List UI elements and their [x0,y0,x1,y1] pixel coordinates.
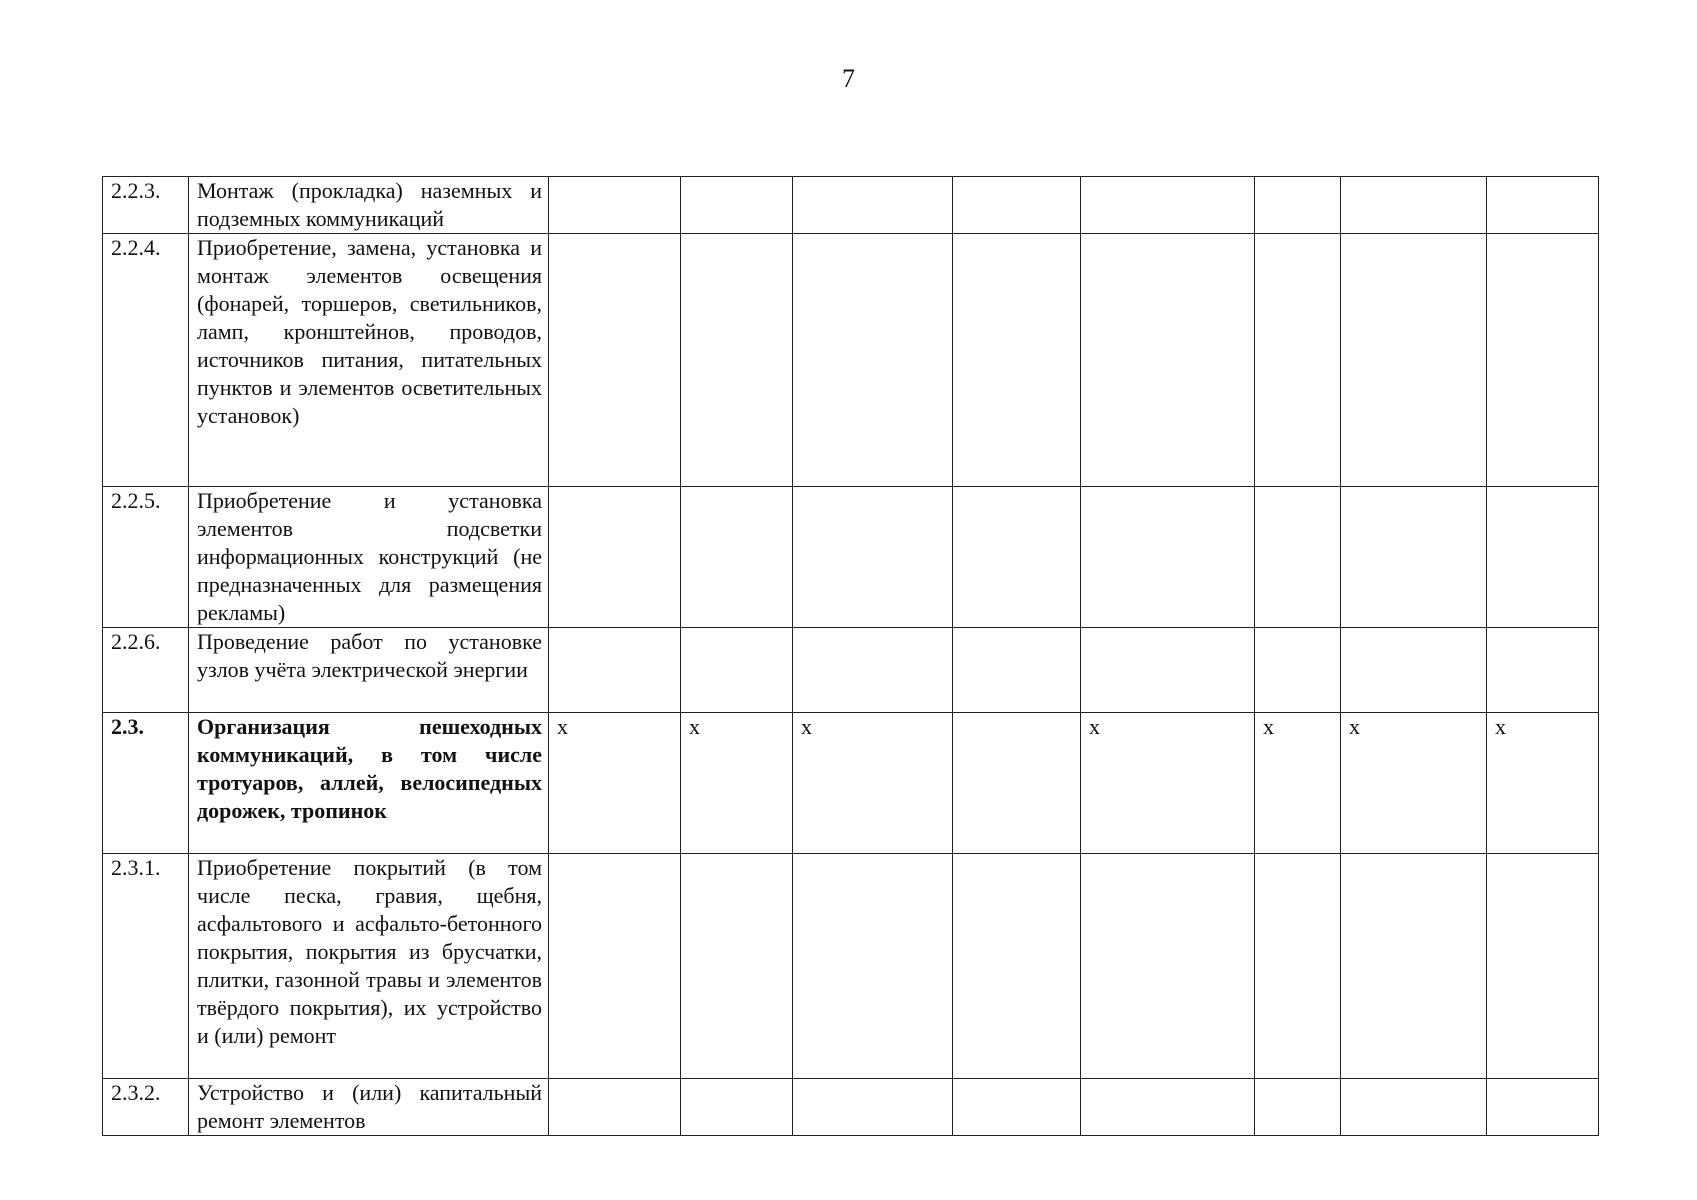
table-cell [549,1079,681,1136]
table-cell [1255,628,1341,713]
table-cell [549,628,681,713]
table-cell [793,628,953,713]
table-cell [793,854,953,1079]
table-cell [953,854,1081,1079]
table-cell [793,1079,953,1136]
row-number: 2.2.3. [103,177,189,234]
row-number: 2.2.4. [103,234,189,487]
table-row [103,487,1599,628]
table-cell-mark: x [1081,713,1255,854]
table-cell [681,854,793,1079]
table-body [103,177,1599,1136]
table-cell [549,234,681,487]
table-cell [681,628,793,713]
table-cell [681,1079,793,1136]
table-cell [953,177,1081,234]
table-row-section [103,713,1599,854]
table-cell [953,628,1081,713]
table-cell [681,487,793,628]
document-table [102,176,1599,1136]
row-number: 2.2.6. [103,628,189,713]
table-cell [1341,487,1487,628]
table-cell [953,487,1081,628]
table-cell [549,854,681,1079]
row-description: Приобретение покрытий (в том числе песка, гравия, щебня, асфальтового и асфальто-бетонного покрытия, покрытия из брусчатки, плитки, газонной травы и элементов твёрдого покрытия), их устройство и (или) ремонт [189,854,549,1079]
table-cell [1341,234,1487,487]
table-cell [1487,487,1599,628]
table-cell [1255,487,1341,628]
table-row [103,234,1599,487]
table-row [103,628,1599,713]
table-row [103,854,1599,1079]
table-cell [1487,854,1599,1079]
table-cell [681,234,793,487]
table-cell-mark: x [1341,713,1487,854]
table-cell [1081,854,1255,1079]
row-description: Устройство и (или) капитальный ремонт элементов [189,1079,549,1136]
table-row [103,1079,1599,1136]
table-cell-mark: x [1487,713,1599,854]
table-cell [1255,234,1341,487]
table-cell [793,487,953,628]
table-cell [1487,628,1599,713]
table-cell [1081,487,1255,628]
table-cell [1081,234,1255,487]
table-cell [1487,177,1599,234]
table-cell [1341,177,1487,234]
table-cell [1341,1079,1487,1136]
table-cell [1081,1079,1255,1136]
table-cell-mark: x [1255,713,1341,854]
table-cell [793,234,953,487]
table-cell [793,177,953,234]
page-number: 7 [842,64,855,93]
row-number: 2.3.2. [103,1079,189,1136]
table-cell-mark: x [793,713,953,854]
table-row [103,177,1599,234]
table-cell [1081,177,1255,234]
row-description: Проведение работ по установке узлов учёта электрической энергии [189,628,549,713]
table-cell-mark: x [549,713,681,854]
table-cell [1341,628,1487,713]
table-cell [1255,854,1341,1079]
table-cell [1255,177,1341,234]
row-number: 2.3. [103,713,189,854]
table-cell [549,487,681,628]
row-description: Приобретение и установка элементов подсветки информационных конструкций (не предназначенных для размещения рекламы) [189,487,549,628]
row-description: Монтаж (прокладка) наземных и подземных коммуникаций [189,177,549,234]
table-cell [681,177,793,234]
table-cell-mark: x [681,713,793,854]
table-cell [1487,234,1599,487]
row-description: Приобретение, замена, установка и монтаж элементов освещения (фонарей, торшеров, светильников, ламп, кронштейнов, проводов, источников питания, питательных пунктов и элементов осветительных установок) [189,234,549,487]
table-cell [953,234,1081,487]
row-number: 2.2.5. [103,487,189,628]
table-cell [1081,628,1255,713]
table-cell [1487,1079,1599,1136]
row-number: 2.3.1. [103,854,189,1079]
table-cell [953,1079,1081,1136]
table-cell [549,177,681,234]
row-description: Организация пешеходных коммуникаций, в том числе тротуаров, аллей, велосипедных дорожек, тропинок [189,713,549,854]
table-cell [953,713,1081,854]
table-cell [1255,1079,1341,1136]
table-cell [1341,854,1487,1079]
